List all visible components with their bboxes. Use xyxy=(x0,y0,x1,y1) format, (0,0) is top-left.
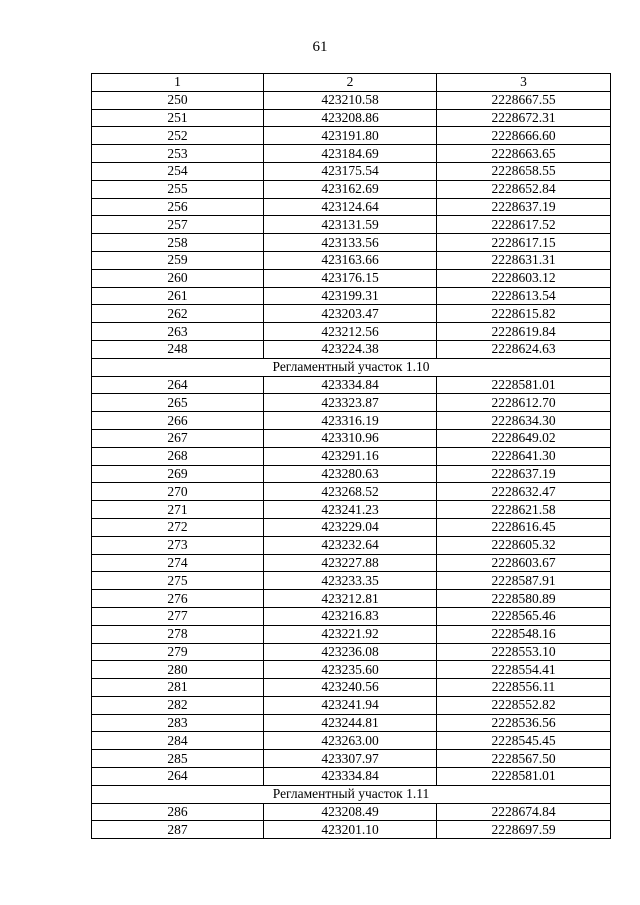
y-coordinate-cell: 2228666.60 xyxy=(437,127,611,145)
point-number-cell: 269 xyxy=(92,465,264,483)
y-coordinate-cell: 2228649.02 xyxy=(437,429,611,447)
x-coordinate-cell: 423334.84 xyxy=(264,376,437,394)
x-coordinate-cell: 423244.81 xyxy=(264,714,437,732)
x-coordinate-cell: 423310.96 xyxy=(264,429,437,447)
y-coordinate-cell: 2228697.59 xyxy=(437,821,611,839)
table-row xyxy=(92,607,611,625)
table-row xyxy=(92,518,611,536)
y-coordinate-cell: 2228554.41 xyxy=(437,661,611,679)
table-row xyxy=(92,536,611,554)
header-cell-2: 2 xyxy=(264,74,437,92)
table-row xyxy=(92,91,611,109)
x-coordinate-cell: 423236.08 xyxy=(264,643,437,661)
x-coordinate-cell: 423316.19 xyxy=(264,412,437,430)
y-coordinate-cell: 2228634.30 xyxy=(437,412,611,430)
x-coordinate-cell: 423162.69 xyxy=(264,180,437,198)
point-number-cell: 280 xyxy=(92,661,264,679)
x-coordinate-cell: 423221.92 xyxy=(264,625,437,643)
x-coordinate-cell: 423163.66 xyxy=(264,251,437,269)
y-coordinate-cell: 2228580.89 xyxy=(437,590,611,608)
table-row xyxy=(92,394,611,412)
y-coordinate-cell: 2228663.65 xyxy=(437,145,611,163)
table-row xyxy=(92,429,611,447)
table-row xyxy=(92,625,611,643)
x-coordinate-cell: 423229.04 xyxy=(264,518,437,536)
table-row xyxy=(92,554,611,572)
table-row xyxy=(92,447,611,465)
point-number-cell: 248 xyxy=(92,340,264,358)
point-number-cell: 260 xyxy=(92,269,264,287)
table-row xyxy=(92,376,611,394)
point-number-cell: 264 xyxy=(92,768,264,786)
y-coordinate-cell: 2228545.45 xyxy=(437,732,611,750)
y-coordinate-cell: 2228632.47 xyxy=(437,483,611,501)
x-coordinate-cell: 423176.15 xyxy=(264,269,437,287)
point-number-cell: 258 xyxy=(92,234,264,252)
point-number-cell: 254 xyxy=(92,162,264,180)
table-row xyxy=(92,127,611,145)
point-number-cell: 264 xyxy=(92,376,264,394)
point-number-cell: 286 xyxy=(92,803,264,821)
table-row xyxy=(92,251,611,269)
y-coordinate-cell: 2228567.50 xyxy=(437,750,611,768)
y-coordinate-cell: 2228581.01 xyxy=(437,768,611,786)
point-number-cell: 259 xyxy=(92,251,264,269)
table-row xyxy=(92,340,611,358)
y-coordinate-cell: 2228612.70 xyxy=(437,394,611,412)
x-coordinate-cell: 423133.56 xyxy=(264,234,437,252)
point-number-cell: 275 xyxy=(92,572,264,590)
x-coordinate-cell: 423131.59 xyxy=(264,216,437,234)
table-row xyxy=(92,180,611,198)
point-number-cell: 287 xyxy=(92,821,264,839)
x-coordinate-cell: 423212.81 xyxy=(264,590,437,608)
coordinates-table xyxy=(91,73,611,839)
section-row xyxy=(92,358,611,376)
x-coordinate-cell: 423124.64 xyxy=(264,198,437,216)
point-number-cell: 267 xyxy=(92,429,264,447)
table-row xyxy=(92,269,611,287)
point-number-cell: 261 xyxy=(92,287,264,305)
y-coordinate-cell: 2228548.16 xyxy=(437,625,611,643)
y-coordinate-cell: 2228652.84 xyxy=(437,180,611,198)
x-coordinate-cell: 423208.49 xyxy=(264,803,437,821)
point-number-cell: 268 xyxy=(92,447,264,465)
table-row xyxy=(92,287,611,305)
table-row xyxy=(92,109,611,127)
point-number-cell: 250 xyxy=(92,91,264,109)
table-row xyxy=(92,768,611,786)
x-coordinate-cell: 423212.56 xyxy=(264,323,437,341)
x-coordinate-cell: 423323.87 xyxy=(264,394,437,412)
x-coordinate-cell: 423199.31 xyxy=(264,287,437,305)
y-coordinate-cell: 2228619.84 xyxy=(437,323,611,341)
y-coordinate-cell: 2228605.32 xyxy=(437,536,611,554)
x-coordinate-cell: 423191.80 xyxy=(264,127,437,145)
table-row xyxy=(92,661,611,679)
x-coordinate-cell: 423334.84 xyxy=(264,768,437,786)
table-header-row xyxy=(92,74,611,92)
x-coordinate-cell: 423203.47 xyxy=(264,305,437,323)
y-coordinate-cell: 2228552.82 xyxy=(437,696,611,714)
point-number-cell: 265 xyxy=(92,394,264,412)
table-row xyxy=(92,679,611,697)
table-row xyxy=(92,198,611,216)
table-row xyxy=(92,162,611,180)
table-row xyxy=(92,696,611,714)
table-row xyxy=(92,412,611,430)
y-coordinate-cell: 2228637.19 xyxy=(437,465,611,483)
point-number-cell: 251 xyxy=(92,109,264,127)
y-coordinate-cell: 2228603.12 xyxy=(437,269,611,287)
y-coordinate-cell: 2228617.15 xyxy=(437,234,611,252)
x-coordinate-cell: 423232.64 xyxy=(264,536,437,554)
point-number-cell: 266 xyxy=(92,412,264,430)
y-coordinate-cell: 2228667.55 xyxy=(437,91,611,109)
x-coordinate-cell: 423233.35 xyxy=(264,572,437,590)
y-coordinate-cell: 2228556.11 xyxy=(437,679,611,697)
table-row xyxy=(92,714,611,732)
point-number-cell: 256 xyxy=(92,198,264,216)
table-row xyxy=(92,590,611,608)
y-coordinate-cell: 2228631.31 xyxy=(437,251,611,269)
y-coordinate-cell: 2228553.10 xyxy=(437,643,611,661)
point-number-cell: 257 xyxy=(92,216,264,234)
point-number-cell: 262 xyxy=(92,305,264,323)
x-coordinate-cell: 423175.54 xyxy=(264,162,437,180)
table-row xyxy=(92,732,611,750)
table-row xyxy=(92,305,611,323)
x-coordinate-cell: 423280.63 xyxy=(264,465,437,483)
header-cell-3: 3 xyxy=(437,74,611,92)
table-row xyxy=(92,821,611,839)
point-number-cell: 272 xyxy=(92,518,264,536)
x-coordinate-cell: 423201.10 xyxy=(264,821,437,839)
x-coordinate-cell: 423291.16 xyxy=(264,447,437,465)
point-number-cell: 253 xyxy=(92,145,264,163)
point-number-cell: 277 xyxy=(92,607,264,625)
x-coordinate-cell: 423240.56 xyxy=(264,679,437,697)
y-coordinate-cell: 2228658.55 xyxy=(437,162,611,180)
x-coordinate-cell: 423263.00 xyxy=(264,732,437,750)
point-number-cell: 285 xyxy=(92,750,264,768)
point-number-cell: 271 xyxy=(92,501,264,519)
x-coordinate-cell: 423241.94 xyxy=(264,696,437,714)
table-row xyxy=(92,465,611,483)
point-number-cell: 273 xyxy=(92,536,264,554)
y-coordinate-cell: 2228613.54 xyxy=(437,287,611,305)
y-coordinate-cell: 2228672.31 xyxy=(437,109,611,127)
section-title: Регламентный участок 1.10 xyxy=(92,358,611,376)
table-row xyxy=(92,323,611,341)
point-number-cell: 252 xyxy=(92,127,264,145)
point-number-cell: 276 xyxy=(92,590,264,608)
point-number-cell: 263 xyxy=(92,323,264,341)
y-coordinate-cell: 2228565.46 xyxy=(437,607,611,625)
x-coordinate-cell: 423208.86 xyxy=(264,109,437,127)
y-coordinate-cell: 2228536.56 xyxy=(437,714,611,732)
point-number-cell: 270 xyxy=(92,483,264,501)
x-coordinate-cell: 423184.69 xyxy=(264,145,437,163)
table-row xyxy=(92,750,611,768)
x-coordinate-cell: 423235.60 xyxy=(264,661,437,679)
x-coordinate-cell: 423307.97 xyxy=(264,750,437,768)
x-coordinate-cell: 423210.58 xyxy=(264,91,437,109)
page-number: 61 xyxy=(312,39,328,55)
section-row xyxy=(92,785,611,803)
point-number-cell: 278 xyxy=(92,625,264,643)
table-row xyxy=(92,216,611,234)
x-coordinate-cell: 423224.38 xyxy=(264,340,437,358)
table-row xyxy=(92,145,611,163)
x-coordinate-cell: 423216.83 xyxy=(264,607,437,625)
point-number-cell: 284 xyxy=(92,732,264,750)
y-coordinate-cell: 2228587.91 xyxy=(437,572,611,590)
point-number-cell: 255 xyxy=(92,180,264,198)
y-coordinate-cell: 2228641.30 xyxy=(437,447,611,465)
point-number-cell: 274 xyxy=(92,554,264,572)
table-row xyxy=(92,803,611,821)
x-coordinate-cell: 423241.23 xyxy=(264,501,437,519)
table-row xyxy=(92,572,611,590)
x-coordinate-cell: 423227.88 xyxy=(264,554,437,572)
point-number-cell: 283 xyxy=(92,714,264,732)
table-row xyxy=(92,501,611,519)
section-title: Регламентный участок 1.11 xyxy=(92,785,611,803)
table-row xyxy=(92,643,611,661)
table-row xyxy=(92,483,611,501)
y-coordinate-cell: 2228581.01 xyxy=(437,376,611,394)
y-coordinate-cell: 2228615.82 xyxy=(437,305,611,323)
y-coordinate-cell: 2228617.52 xyxy=(437,216,611,234)
point-number-cell: 281 xyxy=(92,679,264,697)
y-coordinate-cell: 2228624.63 xyxy=(437,340,611,358)
y-coordinate-cell: 2228637.19 xyxy=(437,198,611,216)
y-coordinate-cell: 2228616.45 xyxy=(437,518,611,536)
table-row xyxy=(92,234,611,252)
y-coordinate-cell: 2228674.84 xyxy=(437,803,611,821)
point-number-cell: 279 xyxy=(92,643,264,661)
header-cell-1: 1 xyxy=(92,74,264,92)
point-number-cell: 282 xyxy=(92,696,264,714)
y-coordinate-cell: 2228603.67 xyxy=(437,554,611,572)
table-body xyxy=(92,74,611,839)
x-coordinate-cell: 423268.52 xyxy=(264,483,437,501)
y-coordinate-cell: 2228621.58 xyxy=(437,501,611,519)
